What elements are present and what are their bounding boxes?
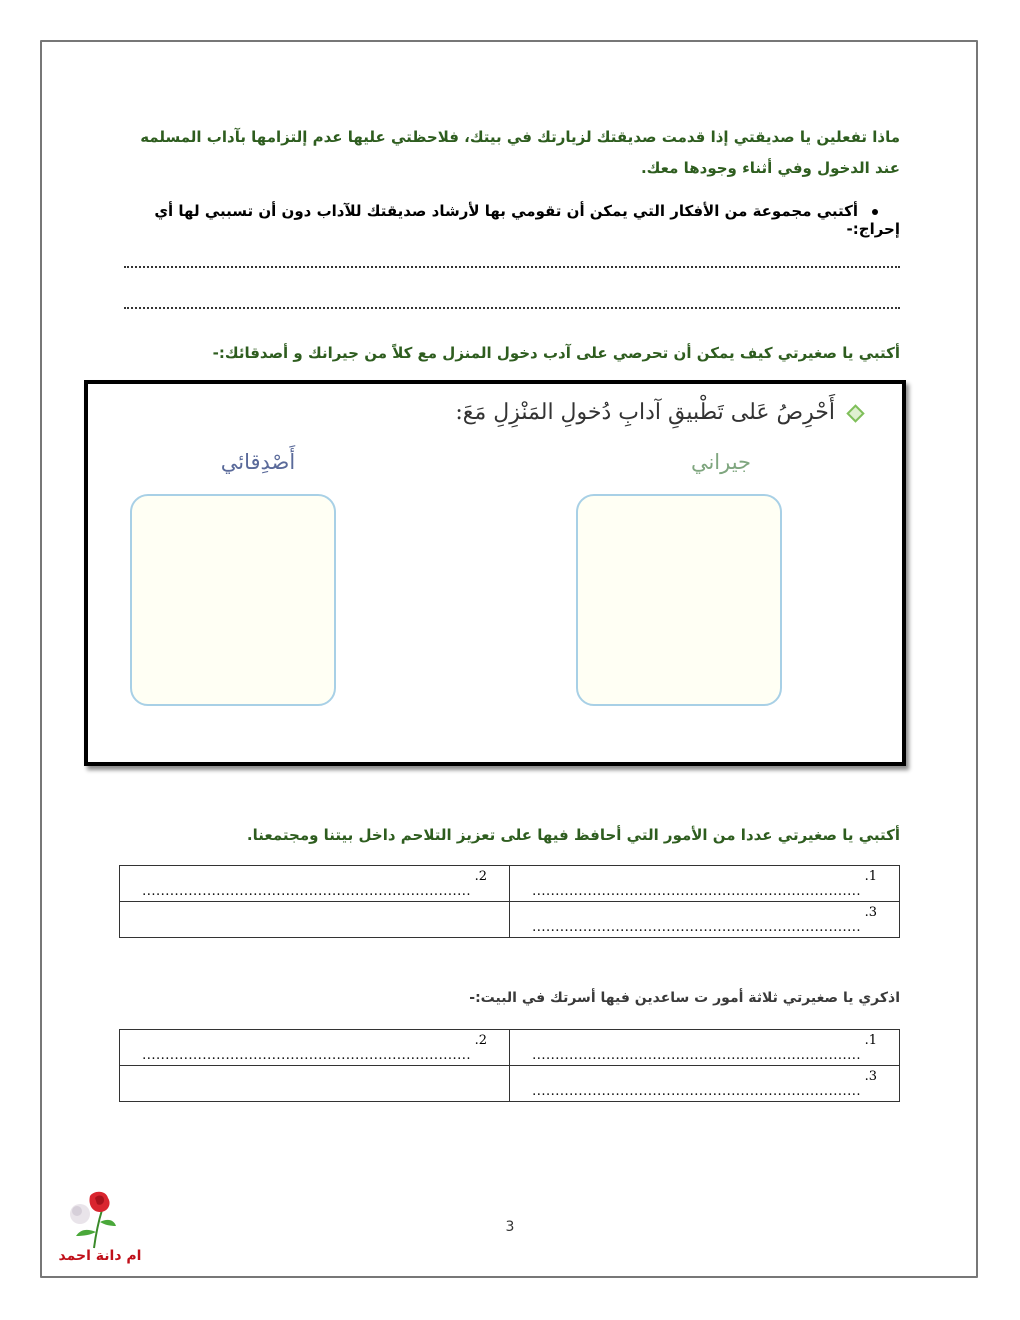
friends-label: أَصْدِقائي bbox=[220, 450, 296, 474]
cell-number: 2. bbox=[474, 1032, 487, 1048]
answer-cell-1[interactable] bbox=[510, 1030, 900, 1066]
answer-table-1 bbox=[119, 865, 900, 938]
cell-dots: ....................................................................... bbox=[532, 1083, 861, 1099]
friends-answer-box[interactable] bbox=[130, 494, 336, 706]
diamond-icon bbox=[846, 404, 864, 422]
cell-number: 1. bbox=[864, 1032, 877, 1048]
table-row bbox=[120, 902, 900, 938]
empty-cell bbox=[120, 1066, 510, 1102]
cell-dots: ....................................................................... bbox=[532, 919, 861, 935]
box-heading-text: أَحْرِصُ عَلى تَطْبيقِ آدابِ دُخولِ المَنْزِلِ مَعَ: bbox=[455, 400, 835, 425]
question-4: اذكري يا صغيرتي ثلاثة أمور ت ساعدين فيها أسرتك في البيت:- bbox=[469, 990, 900, 1006]
table-row bbox=[120, 866, 900, 902]
answer-line-1[interactable] bbox=[124, 266, 900, 268]
bullet-text: أكتبي مجموعة من الأفكار التي يمكن أن تقومي بها لأرشاد صديقتك للآداب دون أن تسببي لها أي إحراج:- bbox=[154, 202, 900, 238]
cell-number: 1. bbox=[864, 868, 877, 884]
neighbors-label: جيراني bbox=[690, 450, 752, 474]
bullet-icon bbox=[872, 209, 878, 215]
neighbors-answer-box[interactable] bbox=[576, 494, 782, 706]
table-row bbox=[120, 1030, 900, 1066]
picture-box bbox=[84, 380, 906, 766]
answer-cell-3[interactable] bbox=[510, 902, 900, 938]
empty-cell bbox=[120, 902, 510, 938]
question-1: ماذا تفعلين يا صديقتي إذا قدمت صديقتك لزيارتك في بيتك، فلاحظتي عليها عدم إلتزامها بآداب المسلمه عند الدخول وفي أثناء وجودها معك. bbox=[140, 128, 900, 177]
logo bbox=[50, 1188, 150, 1270]
bullet-item bbox=[140, 202, 900, 238]
logo-text: ام دانة احمد bbox=[58, 1248, 142, 1264]
answer-cell-1[interactable] bbox=[510, 866, 900, 902]
page-number: 3 bbox=[505, 1219, 515, 1235]
answer-cell-2[interactable] bbox=[120, 866, 510, 902]
cell-number: 3. bbox=[864, 904, 877, 920]
answer-table-2 bbox=[119, 1029, 900, 1102]
answer-cell-3[interactable] bbox=[510, 1066, 900, 1102]
cell-dots: ....................................................................... bbox=[142, 1047, 471, 1063]
cell-number: 2. bbox=[474, 868, 487, 884]
answer-cell-2[interactable] bbox=[120, 1030, 510, 1066]
table-row bbox=[120, 1066, 900, 1102]
question-3: أكتبي يا صغيرتي عددا من الأمور التي أحافظ فيها على تعزيز التلاحم داخل بيتنا ومجتمعنا. bbox=[246, 826, 900, 844]
answer-line-2[interactable] bbox=[124, 307, 900, 309]
cell-dots: ....................................................................... bbox=[142, 883, 471, 899]
cell-dots: ....................................................................... bbox=[532, 883, 861, 899]
cell-dots: ....................................................................... bbox=[532, 1047, 861, 1063]
box-heading bbox=[455, 400, 862, 425]
question-2: أكتبي يا صغيرتي كيف يمكن أن تحرصي على آدب دخول المنزل مع كلاً من جيرانك و أصدقائك:- bbox=[212, 344, 900, 362]
rose-icon bbox=[50, 1188, 150, 1250]
cell-number: 3. bbox=[864, 1068, 877, 1084]
